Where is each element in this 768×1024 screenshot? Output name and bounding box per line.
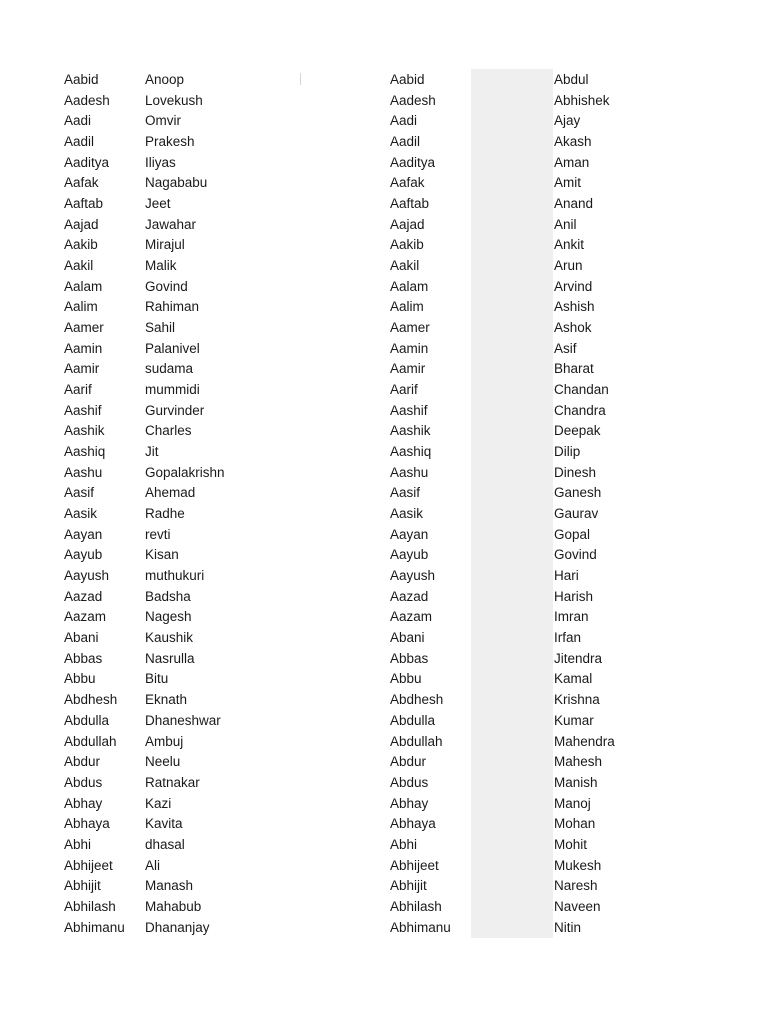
name-cell: Mahendra	[554, 733, 615, 749]
name-cell: Harish	[554, 588, 594, 604]
name-cell: Akash	[554, 134, 592, 150]
name-cell: Aasif	[390, 485, 421, 501]
name-cell: Aazad	[390, 588, 429, 604]
name-cell: Mohit	[554, 836, 588, 852]
name-cell: Abdul	[554, 72, 589, 87]
name-cell: Jeet	[145, 196, 171, 212]
name-cell: Badsha	[145, 588, 191, 604]
name-cell: Aayan	[390, 526, 429, 542]
name-cell: Abhijeet	[64, 857, 113, 873]
name-cell: Lovekush	[145, 92, 203, 108]
name-cell: Aafak	[390, 175, 425, 191]
name-cell: Naveen	[554, 898, 601, 914]
name-cell: sudama	[145, 361, 194, 377]
name-cell: Aajad	[390, 216, 425, 232]
name-cell: Bharat	[554, 361, 594, 377]
name-cell: Abhay	[64, 795, 103, 811]
name-cell: Aayub	[64, 547, 103, 563]
name-cell: Aaditya	[64, 154, 110, 170]
name-cell: Abani	[390, 630, 425, 646]
name-cell: Abhaya	[64, 816, 110, 832]
name-cell: Abbu	[390, 671, 422, 687]
name-cell: Aaftab	[64, 196, 104, 212]
name-cell: Abdulla	[390, 712, 436, 728]
name-cell: Aabid	[390, 72, 425, 87]
name-cell: Aadesh	[390, 92, 436, 108]
name-cell: Dilip	[554, 444, 581, 460]
name-cell: Chandra	[554, 402, 606, 418]
name-cell: Aaftab	[390, 196, 430, 212]
name-cell: Aadil	[64, 134, 95, 150]
name-cell: Abdus	[64, 774, 103, 790]
name-cell: Aalim	[390, 299, 424, 315]
name-cell: revti	[145, 526, 171, 542]
name-cell: Abdullah	[64, 733, 117, 749]
name-cell: Dhananjay	[145, 919, 210, 935]
name-cell: Eknath	[145, 692, 188, 708]
name-cell: dhasal	[145, 836, 185, 852]
name-cell: Gopal	[554, 526, 591, 542]
name-cell: Aamer	[64, 320, 104, 336]
name-cell: Abdhesh	[64, 692, 118, 708]
name-cell: Aamin	[390, 340, 429, 356]
name-cell: Asif	[554, 340, 577, 356]
name-cell: Aashif	[390, 402, 428, 418]
name-cell: Aadi	[64, 113, 92, 129]
name-cell: Nitin	[554, 919, 582, 935]
name-cell: Kisan	[145, 547, 179, 563]
name-cell: Aamin	[64, 340, 103, 356]
name-cell: Manash	[145, 878, 194, 894]
name-cell: Jawahar	[145, 216, 197, 232]
name-cell: Ganesh	[554, 485, 602, 501]
name-cell: Krishna	[554, 692, 600, 708]
name-column-a	[64, 70, 142, 938]
name-cell: Charles	[145, 423, 192, 439]
name-column-d	[554, 70, 704, 938]
name-cell: Abbas	[64, 650, 103, 666]
name-cell: Aarif	[64, 382, 92, 398]
name-column-b	[145, 70, 295, 938]
name-cell: Sahil	[145, 320, 176, 336]
name-cell: Aakib	[64, 237, 98, 253]
name-cell: Radhe	[145, 506, 185, 522]
name-cell: Manoj	[554, 795, 591, 811]
name-cell: Naresh	[554, 878, 598, 894]
name-cell: Aamir	[64, 361, 100, 377]
name-cell: Aasif	[64, 485, 95, 501]
name-cell: Aalim	[64, 299, 98, 315]
name-cell: Neelu	[145, 754, 181, 770]
name-cell: Abhay	[390, 795, 429, 811]
name-cell: Govind	[554, 547, 597, 563]
name-cell: Mukesh	[554, 857, 602, 873]
name-cell: Ambuj	[145, 733, 184, 749]
name-cell: Palanivel	[145, 340, 200, 356]
name-cell: Aadi	[390, 113, 418, 129]
name-cell: Aashiq	[64, 444, 106, 460]
name-cell: Manish	[554, 774, 598, 790]
name-cell: Arvind	[554, 278, 593, 294]
name-cell: Kavita	[145, 816, 183, 832]
name-cell: Dinesh	[554, 464, 597, 480]
name-cell: Aajad	[64, 216, 99, 232]
name-cell: Dhaneshwar	[145, 712, 221, 728]
name-cell: Aayan	[64, 526, 103, 542]
name-cell: Irfan	[554, 630, 582, 646]
name-cell: Abhijeet	[390, 857, 439, 873]
name-cell: Kamal	[554, 671, 593, 687]
name-cell: Kumar	[554, 712, 594, 728]
name-cell: Aazam	[64, 609, 107, 625]
name-cell: Abdur	[64, 754, 101, 770]
name-cell: Chandan	[554, 382, 609, 398]
name-cell: Aazad	[64, 588, 103, 604]
name-cell: Kazi	[145, 795, 172, 811]
name-column-c	[390, 70, 468, 938]
name-cell: Mirajul	[145, 237, 185, 253]
name-cell: Deepak	[554, 423, 601, 439]
name-cell: Kaushik	[145, 630, 194, 646]
name-cell: Abdhesh	[390, 692, 444, 708]
name-cell: Nagesh	[145, 609, 192, 625]
name-cell: Anoop	[145, 72, 185, 87]
name-cell: Aadil	[390, 134, 421, 150]
shaded-empty-column	[471, 69, 553, 938]
name-cell: Abhimanu	[64, 919, 125, 935]
name-cell: Nasrulla	[145, 650, 195, 666]
name-cell: Aayush	[390, 568, 436, 584]
name-cell: Arun	[554, 258, 583, 274]
name-cell: Abdur	[390, 754, 427, 770]
name-cell: Mahesh	[554, 754, 603, 770]
name-cell: Aakib	[390, 237, 424, 253]
name-cell: Gopalakrishn	[145, 464, 225, 480]
name-cell: Abhishek	[554, 92, 610, 108]
name-cell: Mahabub	[145, 898, 202, 914]
name-cell: Abhaya	[390, 816, 436, 832]
name-cell: Imran	[554, 609, 589, 625]
name-cell: Aabid	[64, 72, 99, 87]
name-cell: Abhijit	[390, 878, 427, 894]
name-cell: Abhi	[390, 836, 418, 852]
name-cell: Aashiq	[390, 444, 432, 460]
name-cell: Abhimanu	[390, 919, 451, 935]
name-cell: Aadesh	[64, 92, 110, 108]
name-cell: Anil	[554, 216, 577, 232]
name-cell: Iliyas	[145, 154, 176, 170]
name-cell: Bitu	[145, 671, 169, 687]
name-cell: Aakil	[390, 258, 420, 274]
name-cell: Aaditya	[390, 154, 436, 170]
name-cell: Rahiman	[145, 299, 200, 315]
name-cell: Abhijit	[64, 878, 101, 894]
name-cell: Nagababu	[145, 175, 208, 191]
name-cell: Aasik	[390, 506, 424, 522]
name-cell: Abhilash	[390, 898, 442, 914]
name-cell: Jit	[145, 444, 159, 460]
name-cell: Abdus	[390, 774, 429, 790]
name-cell: Aakil	[64, 258, 94, 274]
name-cell: Aayub	[390, 547, 429, 563]
name-cell: Aamir	[390, 361, 426, 377]
name-cell: Abhilash	[64, 898, 116, 914]
name-cell: Mohan	[554, 816, 596, 832]
name-cell: Prakesh	[145, 134, 195, 150]
name-cell: Ahemad	[145, 485, 196, 501]
name-cell: Abhi	[64, 836, 92, 852]
name-cell: Ratnakar	[145, 774, 200, 790]
name-cell: Ankit	[554, 237, 585, 253]
name-cell: Amit	[554, 175, 581, 191]
name-cell: Gurvinder	[145, 402, 205, 418]
name-cell: Govind	[145, 278, 188, 294]
name-cell: Aashu	[64, 464, 103, 480]
name-cell: Aalam	[64, 278, 103, 294]
name-cell: Aamer	[390, 320, 430, 336]
name-cell: Malik	[145, 258, 177, 274]
name-cell: Anand	[554, 196, 594, 212]
name-cell: mummidi	[145, 382, 200, 398]
name-cell: Aasik	[64, 506, 98, 522]
name-cell: Aalam	[390, 278, 429, 294]
name-cell: Jitendra	[554, 650, 603, 666]
name-cell: Ali	[145, 857, 161, 873]
name-cell: Abbu	[64, 671, 96, 687]
name-cell: Aman	[554, 154, 590, 170]
name-cell: Hari	[554, 568, 579, 584]
name-cell: Aarif	[390, 382, 418, 398]
name-cell: muthukuri	[145, 568, 205, 584]
name-cell: Ajay	[554, 113, 581, 129]
name-cell: Aashik	[390, 423, 431, 439]
name-cell: Aashu	[390, 464, 429, 480]
name-cell: Aafak	[64, 175, 99, 191]
name-cell: Aashik	[64, 423, 105, 439]
name-cell: Ashok	[554, 320, 592, 336]
cell-marker	[300, 73, 301, 85]
name-cell: Ashish	[554, 299, 595, 315]
name-cell: Abani	[64, 630, 99, 646]
name-cell: Abdullah	[390, 733, 443, 749]
name-cell: Aazam	[390, 609, 433, 625]
name-cell: Abbas	[390, 650, 429, 666]
name-cell: Omvir	[145, 113, 181, 129]
name-cell: Aashif	[64, 402, 102, 418]
name-cell: Aayush	[64, 568, 110, 584]
name-cell: Gaurav	[554, 506, 599, 522]
name-cell: Abdulla	[64, 712, 110, 728]
